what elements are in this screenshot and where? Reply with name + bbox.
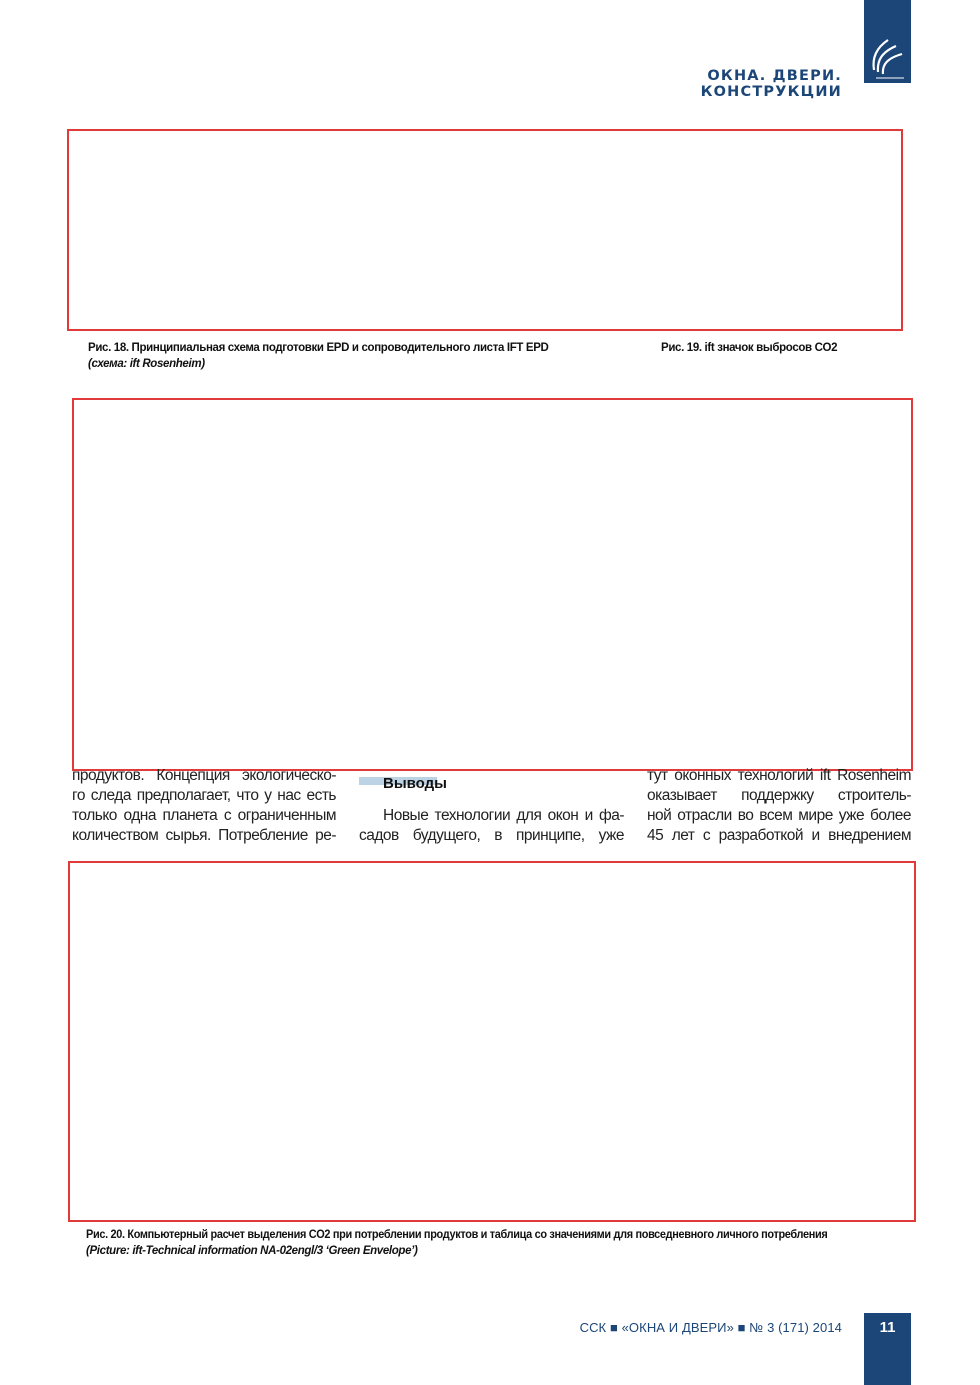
- text-line: только одна планета с ограниченным: [72, 807, 336, 824]
- figure-18-source: (схема: ift Rosenheim): [88, 358, 205, 370]
- footer-issue-info: ССК ■ «ОКНА И ДВЕРИ» ■ № 3 (171) 2014: [579, 1320, 842, 1335]
- text-line: 45 лет с разработкой и внедрением: [647, 827, 911, 844]
- text-line: оказывает поддержку строитель-: [647, 787, 911, 804]
- text-line: количеством сырья. Потребление ре-: [72, 827, 336, 844]
- text-column-2: [359, 806, 624, 846]
- text-column-1: [72, 766, 336, 846]
- figure-18-caption: [88, 340, 549, 372]
- text-line: Новые технологии для окон и фа-: [383, 807, 624, 824]
- figure-20-placeholder: [68, 861, 916, 1222]
- text-line: го следа предполагает, что у нас есть: [72, 787, 336, 804]
- text-line: ной отрасли во всем мире уже более: [647, 807, 911, 824]
- conclusions-heading: Выводы: [383, 775, 447, 792]
- figure-20-caption: [86, 1227, 866, 1259]
- figure-18-caption-text: Рис. 18. Принципиальная схема подготовки EPD и сопроводительного листа IFT EPD: [88, 342, 549, 354]
- section-title: ОКНА. ДВЕРИ. КОНСТРУКЦИИ: [700, 68, 842, 100]
- figure-20-source: (Picture: ift-Technical information NA-02engl/3 ‘Green Envelope’): [86, 1245, 418, 1257]
- figure-18-placeholder: [67, 129, 903, 331]
- figure-19-caption: Рис. 19. ift значок выбросов CO2: [661, 342, 838, 354]
- figure-19-placeholder: [72, 398, 913, 771]
- text-line: продуктов. Концепция экологическо-: [72, 767, 336, 784]
- text-line: садов будущего, в принципе, уже: [359, 827, 624, 844]
- text-line: тут оконных технологий ift Rosenheim: [647, 767, 911, 784]
- text-column-3: [647, 766, 911, 846]
- figure-20-caption-text: Рис. 20. Компьютерный расчет выделения CO2 при потреблении продуктов и таблица со значениями для повседневного личного потребления: [86, 1229, 828, 1241]
- magazine-logo-icon: [864, 0, 911, 83]
- header-logo-tab: [864, 0, 911, 83]
- page-number: 11: [864, 1313, 911, 1385]
